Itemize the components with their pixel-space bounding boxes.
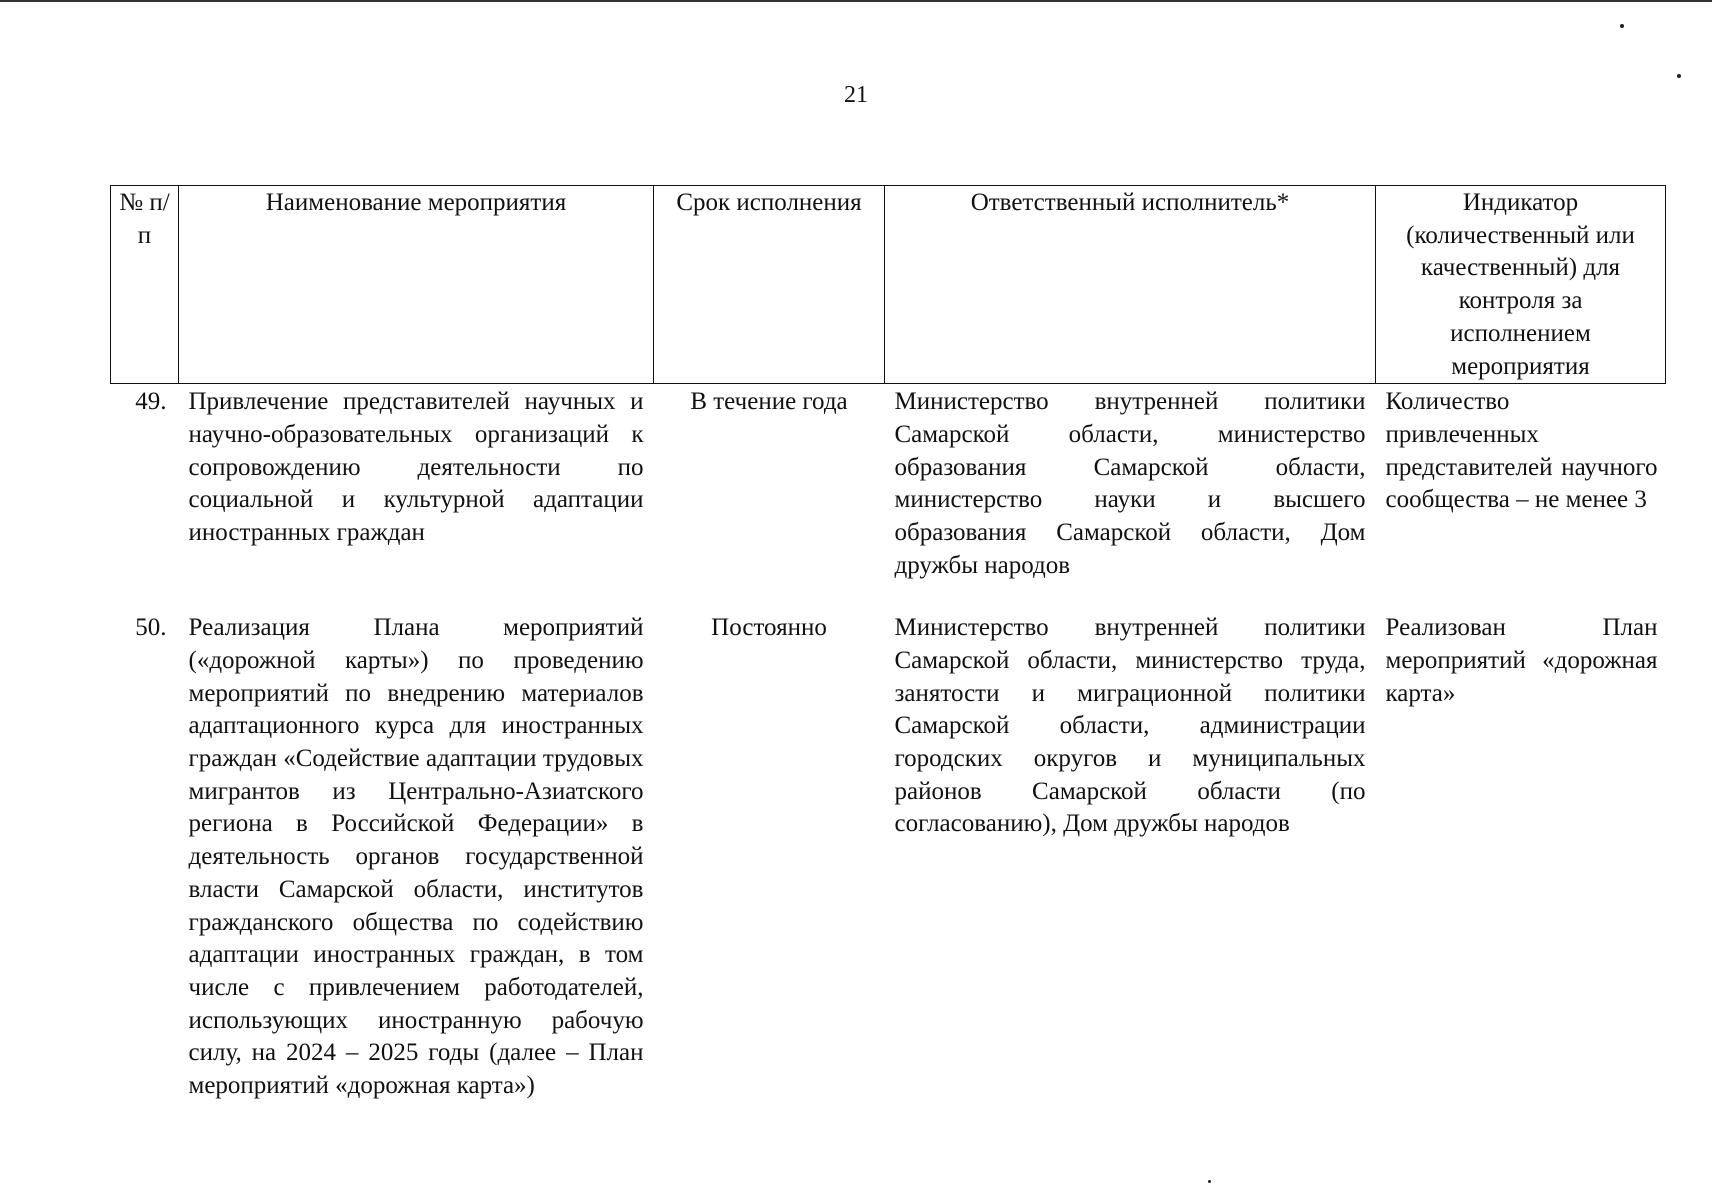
scan-speck [1208, 1180, 1211, 1183]
row-number: 49. [135, 388, 167, 416]
row-indicator: Реализован План мероприятий «дорожная карта» [1385, 614, 1658, 707]
row-number: 50. [135, 614, 167, 642]
scan-speck [1620, 24, 1624, 28]
row-event-name: Привлечение представителей научных и научно-образовательных организаций к сопровождению деятельности по социальной и культурной адаптации иностранных граждан [188, 388, 644, 547]
row-indicator: Количество привлеченных представителей научного сообщества – не менее 3 [1385, 388, 1658, 514]
row-executor: Министерство внутренней политики Самарской области, министерство труда, занятости и миграционной политики Самарской области, администрации городских округов и муниципальных районов Самарской области (по согласованию), Дом дружбы народов [894, 614, 1366, 838]
scan-speck [1677, 74, 1681, 78]
page-number: 21 [844, 82, 868, 108]
header-deadline: Срок исполнения [654, 186, 885, 384]
header-event-name: Наименование мероприятия [179, 186, 654, 384]
row-executor: Министерство внутренней политики Самарской области, министерство образования Самарской области, министерство науки и высшего образования Самарской области, Дом дружбы народов [894, 388, 1366, 579]
header-indicator: Индикатор (количественный или качественный) для контроля за исполнением мероприятия [1376, 186, 1666, 384]
row-deadline: Постоянно [711, 614, 827, 642]
page-top-edge [0, 0, 1712, 2]
table-row [111, 612, 1666, 1103]
table-header-row [111, 186, 1666, 384]
row-event-name: Реализация Плана мероприятий («дорожной карты») по проведению мероприятий по внедрению материалов адаптационного курса для иностранных граждан «Содействие адаптации трудовых мигрантов из Центрально-Азиатского региона в Российской Федерации» в деятельность органов государственной власти Самарской области, институтов гражданского общества по содействию адаптации иностранных граждан, в том числе с привлечением работодателей, использующих иностранную рабочую силу, на 2024 – 2025 годы (далее – План мероприятий «дорожная карта») [188, 614, 644, 1100]
header-number: № п/п [111, 186, 179, 384]
events-table [110, 185, 1666, 1103]
header-executor: Ответственный исполнитель* [885, 186, 1376, 384]
table-row [111, 384, 1666, 613]
row-deadline: В течение года [690, 388, 848, 416]
